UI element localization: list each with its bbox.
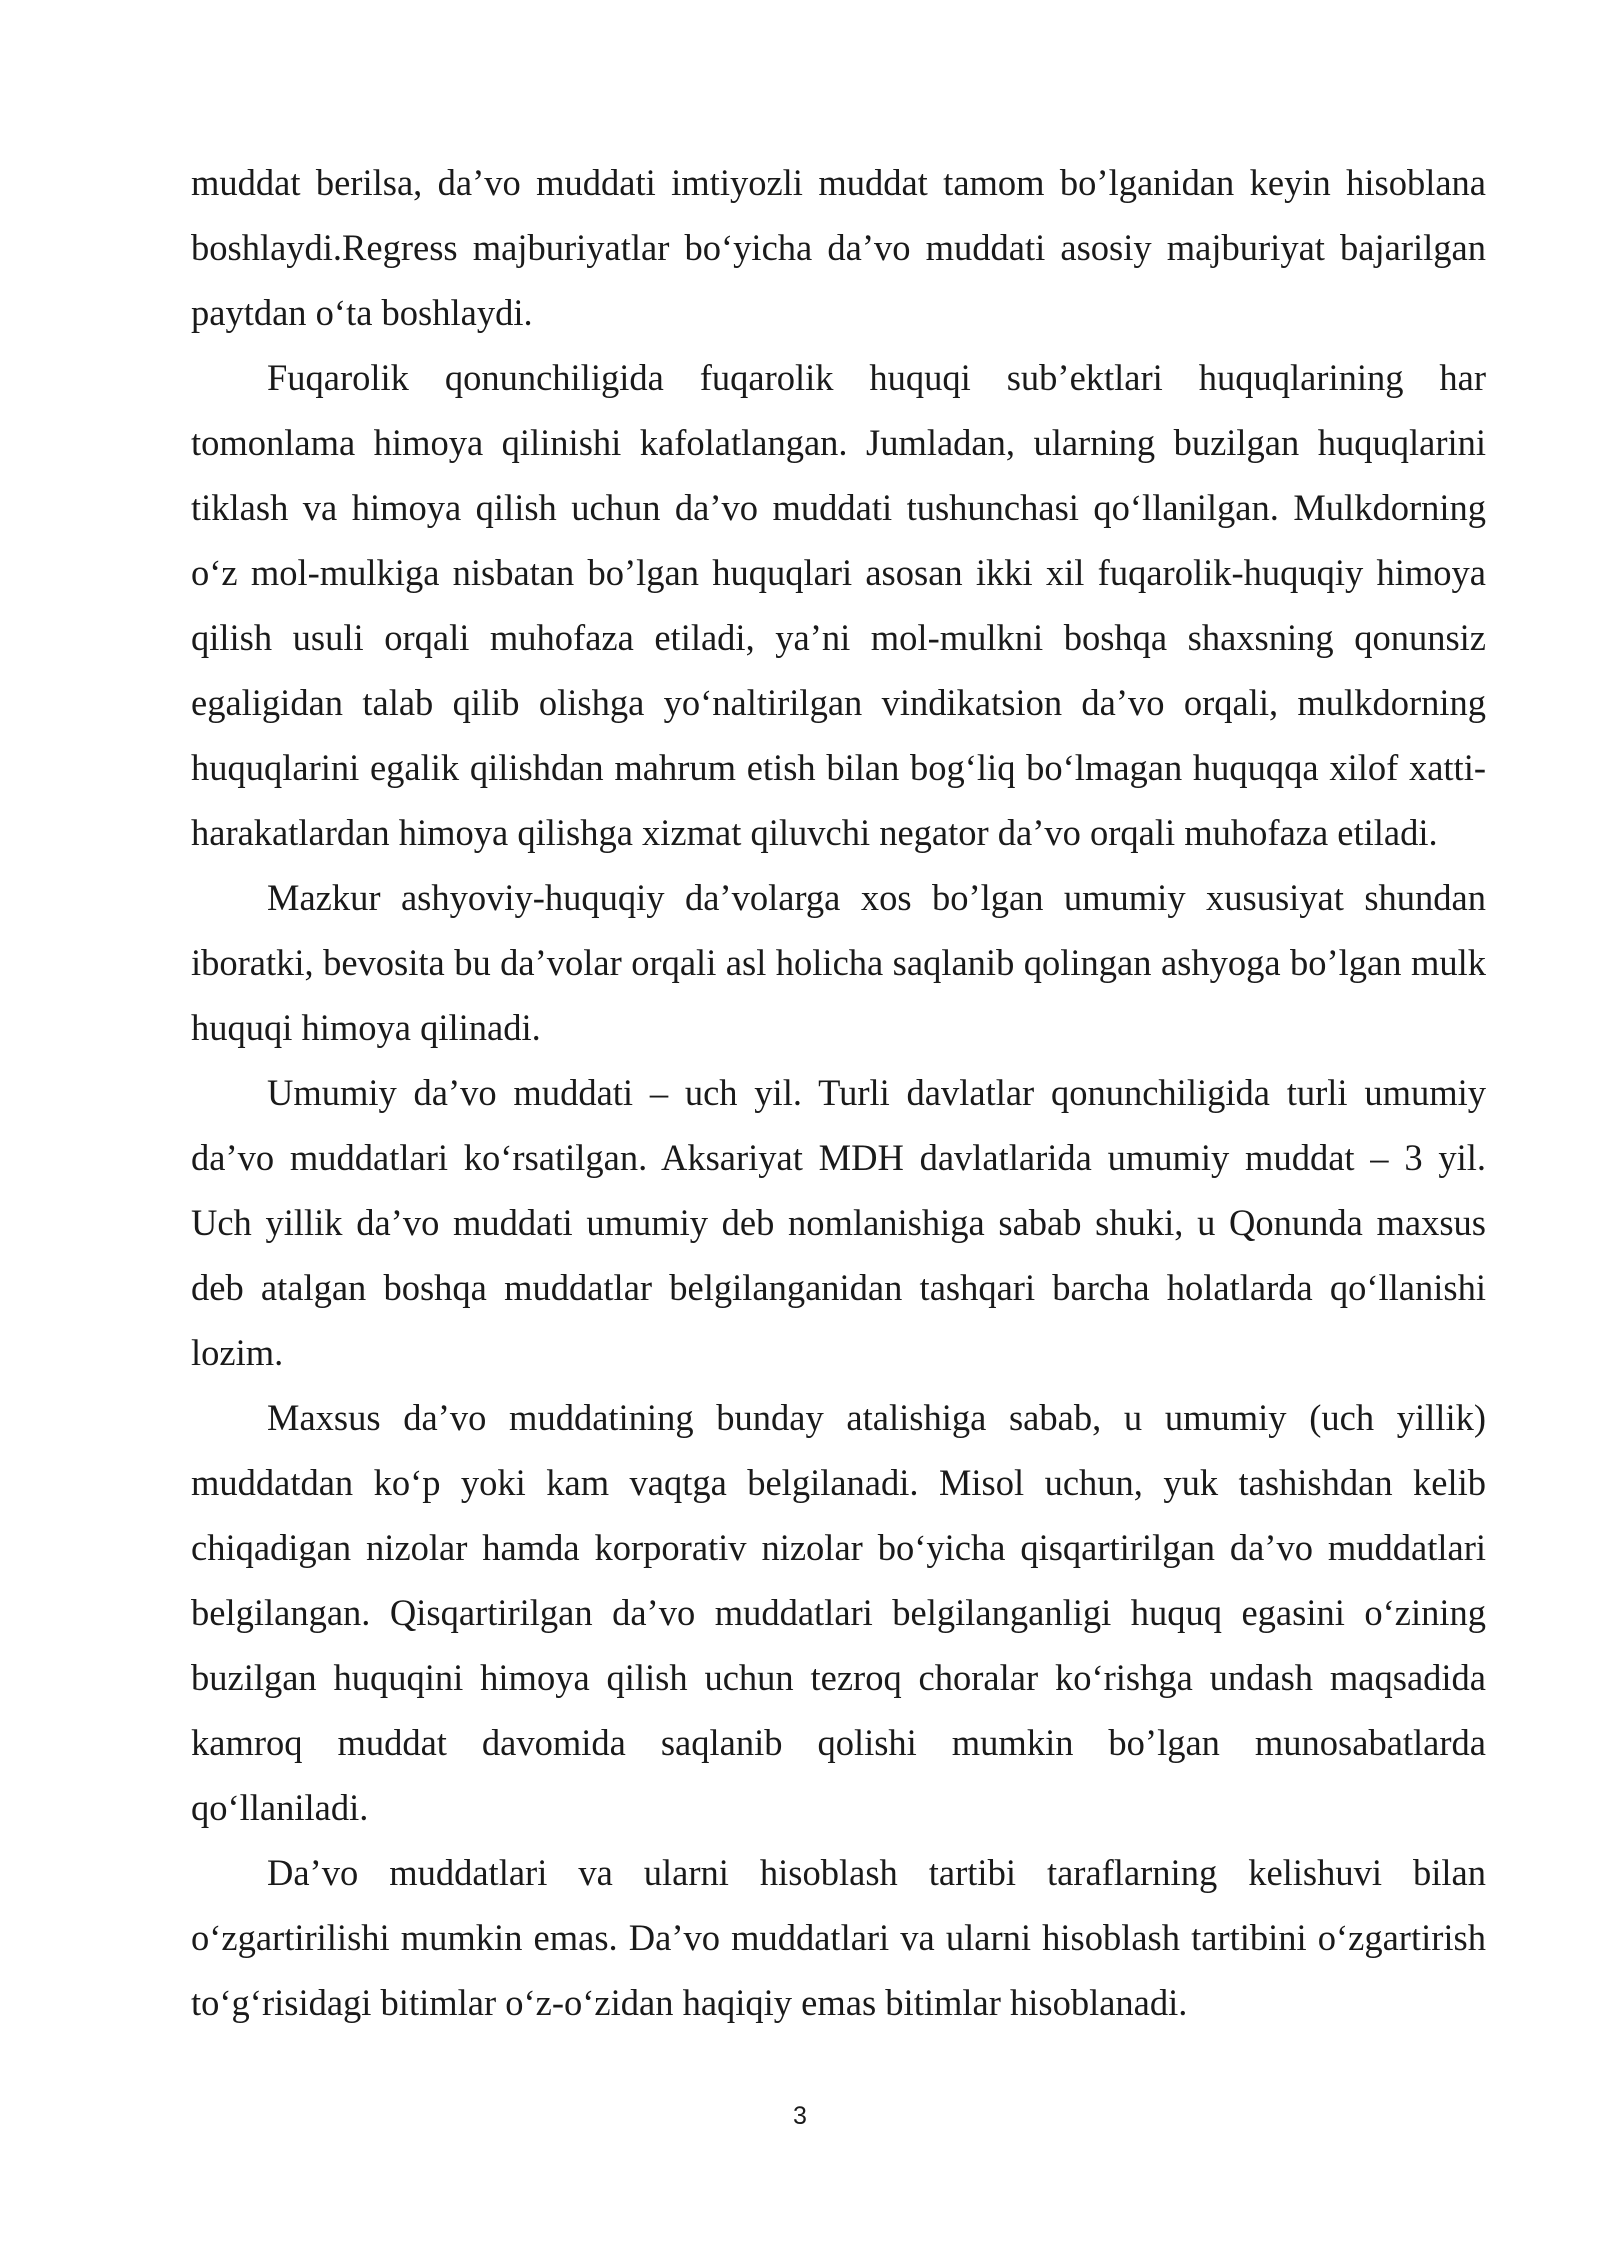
paragraph-5: Maxsus da’vo muddatining bunday atalishiga sabab, u umumiy (uch yillik) muddatdan ko‘p yoki kam vaqtga belgilanadi. Misol uchun, yuk tashishdan kelib chiqadigan nizolar hamda korporativ nizolar bo‘yicha qisqartirilgan da’vo muddatlari belgilangan. Qisqartirilgan da’vo muddatlari belgilanganligi huquq egasini o‘zining buzilgan huquqini himoya qilish uchun tezroq choralar ko‘rishga undash maqsadida kamroq muddat davomida saqlanib qolishi mumkin bo’lgan munosabatlarda qo‘llaniladi.: [191, 1397, 1486, 1828]
paragraph-3: Mazkur ashyoviy-huquqiy da’volarga xos bo’lgan umumiy xususiyat shundan iboratki, bevosita bu da’volar orqali asl holicha saqlanib qolingan ashyoga bo’lgan mulk huquqi himoya qilinadi.: [191, 877, 1486, 1048]
document-body: [191, 150, 1486, 2035]
paragraph-4: Umumiy da’vo muddati – uch yil. Turli davlatlar qonunchiligida turli umumiy da’vo muddatlari ko‘rsatilgan. Aksariyat MDH davlatlarida umumiy muddat – 3 yil. Uch yillik da’vo muddati umumiy deb nomlanishiga sabab shuki, u Qonunda maxsus deb atalgan boshqa muddatlar belgilanganidan tashqari barcha holatlarda qo‘llanishi lozim.: [191, 1072, 1486, 1373]
paragraph-6: Da’vo muddatlari va ularni hisoblash tartibi taraflarning kelishuvi bilan o‘zgartirilishi mumkin emas. Da’vo muddatlari va ularni hisoblash tartibini o‘zgartirish to‘g‘risidagi bitimlar o‘z-o‘zidan haqiqiy emas bitimlar hisoblanadi.: [191, 1852, 1486, 2023]
paragraph-1: muddat berilsa, da’vo muddati imtiyozli muddat tamom bo’lganidan keyin hisoblana boshlaydi.Regress majburiyatlar bo‘yicha da’vo muddati asosiy majburiyat bajarilgan paytdan o‘ta boshlaydi.: [191, 162, 1486, 333]
page-number: 3: [793, 2102, 807, 2130]
paragraph-2: Fuqarolik qonunchiligida fuqarolik huquqi sub’ektlari huquqlarining har tomonlama himoya qilinishi kafolatlangan. Jumladan, ularning buzilgan huquqlarini tiklash va himoya qilish uchun da’vo muddati tushunchasi qo‘llanilgan. Mulkdorning o‘z mol-mulkiga nisbatan bo’lgan huquqlari asosan ikki xil fuqarolik-huquqiy himoya qilish usuli orqali muhofaza etiladi, ya’ni mol-mulkni boshqa shaxsning qonunsiz egaligidan talab qilib olishga yo‘naltirilgan vindikatsion da’vo orqali, mulkdorning huquqlarini egalik qilishdan mahrum etish bilan bog‘liq bo‘lmagan huquqqa xilof xatti-harakatlardan himoya qilishga xizmat qiluvchi negator da’vo orqali muhofaza etiladi.: [191, 357, 1486, 853]
